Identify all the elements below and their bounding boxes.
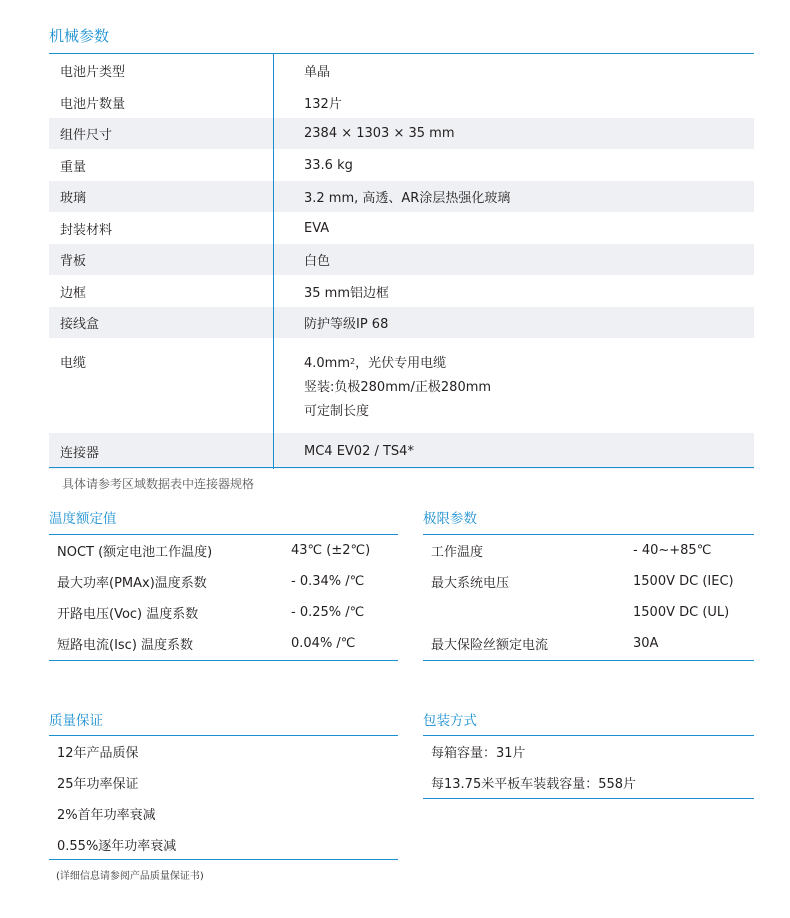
list-item-text: 0.55%逐年功率衰减 — [57, 839, 177, 854]
mechanical-title: 机械参数 — [49, 27, 110, 45]
table-row — [423, 628, 754, 659]
row-value: 30A — [633, 636, 659, 651]
row-value: 33.6 kg — [273, 149, 754, 181]
table-row — [49, 149, 754, 181]
temperature-title: 温度额定值 — [49, 511, 117, 527]
row-value: 1500V DC (UL) — [633, 605, 730, 620]
row-value: 132片 — [273, 86, 754, 118]
row-value — [273, 338, 754, 433]
warranty-list — [49, 736, 398, 860]
limits-bottom-rule — [423, 660, 754, 661]
list-item-text: 25年功率保证 — [57, 777, 139, 792]
table-row — [49, 181, 754, 212]
table-row — [423, 597, 754, 628]
table-row — [49, 244, 754, 275]
limits-title: 极限参数 — [423, 511, 477, 527]
temperature-bottom-rule — [49, 660, 398, 661]
table-row — [49, 628, 398, 659]
table-row — [49, 275, 754, 307]
row-key: 最大功率(PMAx)温度系数 — [57, 576, 207, 591]
row-value: - 40~+85℃ — [633, 543, 712, 558]
row-value: - 0.25% /℃ — [291, 605, 365, 620]
cable-line-1 — [304, 352, 446, 376]
mechanical-bottom-rule — [49, 467, 754, 468]
table-row — [49, 535, 398, 566]
list-item — [49, 736, 398, 767]
row-value: 2384 × 1303 × 35 mm — [273, 118, 754, 149]
row-key: 电缆 — [60, 356, 87, 371]
row-value: - 0.34% /℃ — [291, 574, 365, 589]
row-value: 防护等级IP 68 — [273, 307, 754, 338]
warranty-bottom-rule — [49, 859, 398, 860]
row-value: 1500V DC (IEC) — [633, 574, 734, 589]
table-row — [49, 54, 754, 86]
table-row — [423, 566, 754, 597]
cable-line-1-post: ，光伏专用电缆 — [355, 356, 447, 371]
limits-list — [423, 535, 754, 659]
row-key: 边框 — [60, 285, 87, 301]
list-item — [49, 798, 398, 829]
row-key: 接线盒 — [60, 317, 100, 332]
list-item — [49, 829, 398, 860]
mechanical-table — [49, 54, 754, 469]
row-key: 工作温度 — [431, 545, 484, 560]
row-key: 组件尺寸 — [60, 128, 113, 143]
table-row — [49, 597, 398, 628]
cable-line-2: 竖装:负极280mm/正极280mm — [304, 380, 492, 395]
row-value: EVA — [273, 212, 754, 244]
row-key: 最大保险丝额定电流 — [431, 638, 549, 653]
row-key: 电池片类型 — [60, 64, 126, 80]
list-item — [49, 767, 398, 798]
table-row — [49, 566, 398, 597]
packaging-title: 包装方式 — [423, 713, 477, 729]
warranty-note: (详细信息请参阅产品质量保证书) — [56, 871, 204, 882]
table-row-cable — [49, 338, 754, 433]
table-row — [49, 86, 754, 118]
row-key: NOCT (额定电池工作温度) — [57, 545, 213, 560]
table-row — [49, 433, 754, 469]
row-value: 35 mm铝边框 — [273, 275, 754, 307]
row-value: 单晶 — [273, 54, 754, 86]
packaging-bottom-rule — [423, 798, 754, 799]
table-row — [423, 535, 754, 566]
warranty-title: 质量保证 — [49, 713, 103, 729]
row-value: 43℃ (±2℃) — [291, 543, 371, 558]
row-value: 白色 — [273, 244, 754, 275]
cable-line-3: 可定制长度 — [304, 404, 370, 419]
temperature-list — [49, 535, 398, 659]
list-item-text: 12年产品质保 — [57, 746, 139, 761]
table-row — [49, 307, 754, 338]
packaging-list — [423, 736, 754, 798]
table-row — [49, 118, 754, 149]
row-value: MC4 EV02 / TS4* — [273, 433, 754, 469]
list-item — [423, 736, 754, 767]
list-item-text: 每13.75米平板车装载容量：558片 — [431, 777, 637, 792]
row-key: 电池片数量 — [60, 96, 126, 112]
row-key: 重量 — [60, 159, 87, 175]
row-key: 背板 — [60, 254, 87, 269]
row-key: 封装材料 — [60, 222, 113, 238]
cable-line-1-pre: 4.0mm — [304, 356, 351, 371]
row-key: 最大系统电压 — [431, 576, 510, 591]
list-item-text: 2%首年功率衰减 — [57, 808, 156, 823]
connector-note: 具体请参考区域数据表中连接器规格 — [62, 477, 255, 491]
list-item — [423, 767, 754, 798]
list-item-text: 每箱容量：31片 — [431, 746, 526, 761]
table-row — [49, 212, 754, 244]
row-key: 开路电压(Voc) 温度系数 — [57, 607, 199, 622]
cable-line-1-sup: 2 — [350, 357, 356, 366]
row-value: 3.2 mm, 高透、AR涂层热强化玻璃 — [273, 181, 754, 212]
row-key: 玻璃 — [60, 191, 87, 206]
row-key: 连接器 — [60, 445, 100, 461]
row-value: 0.04% /℃ — [291, 636, 356, 651]
row-key: 短路电流(Isc) 温度系数 — [57, 638, 194, 653]
